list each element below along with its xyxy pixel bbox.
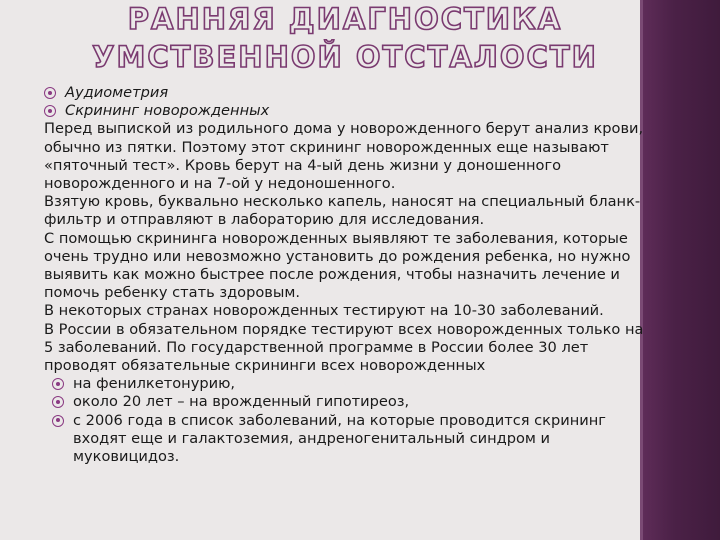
title-line-1: РАННЯЯ ДИАГНОСТИКА: [127, 2, 563, 36]
screening-item: Скрининг новорожденных: [65, 102, 270, 120]
list-item: [52, 375, 644, 393]
sub-bullet-phenylketonuria: на фенилкетонурию,: [73, 375, 236, 393]
target-circle-icon: [44, 87, 56, 99]
target-circle-icon: [44, 105, 56, 117]
target-circle-icon: [52, 378, 64, 390]
paragraph-screening-purpose: С помощью скрининга новорожденных выявляют те заболевания, которые очень трудно или невозможно установить до рождения ребенка, но нужно выявить как можно быстрее после рождения, чтобы назначить лечение и помочь ребенку стать здоровым.: [44, 229, 631, 302]
decorative-side-band: [643, 0, 720, 540]
list-item: [44, 102, 644, 120]
paragraph-heel-test: Перед выпиской из родильного дома у новорожденного берут анализ крови, обычно из пятки. Поэтому этот скрининг новорожденных еще называют «пяточный тест». Кровь берут на 4-ый день жизни у доношенного новорожденного и на 7-ой у недоношенного.: [44, 120, 644, 193]
slide-body: [44, 84, 644, 466]
list-item: [52, 412, 644, 467]
slide-title: [60, 0, 630, 76]
audiometry-item: Аудиометрия: [65, 84, 169, 101]
target-circle-icon: [52, 396, 64, 408]
title-line-2: УМСТВЕННОЙ ОТСТАЛОСТИ: [92, 40, 598, 74]
paragraph-other-countries: В некоторых странах новорожденных тестируют на 10-30 заболеваний.: [44, 302, 604, 320]
paragraph-blank-filter: Взятую кровь, буквально несколько капель, наносят на специальный бланк-фильтр и отправляют в лабораторию для исследования.: [44, 193, 641, 229]
paragraph-russia: В России в обязательном порядке тестируют всех новорожденных только на 5 заболеваний. По государственной программе в России более 30 лет проводят обязательные скрининги всех новорожденных: [44, 320, 644, 375]
list-item: [44, 84, 644, 102]
sub-bullet-hypothyroidism: около 20 лет – на врожденный гипотиреоз,: [73, 393, 410, 411]
target-circle-icon: [52, 415, 64, 427]
list-item: [52, 393, 644, 411]
sub-bullet-2006-list: с 2006 года в список заболеваний, на которые проводится скрининг входят еще и галактоземия, андреногенитальный синдром и муковицидоз.: [73, 411, 606, 466]
